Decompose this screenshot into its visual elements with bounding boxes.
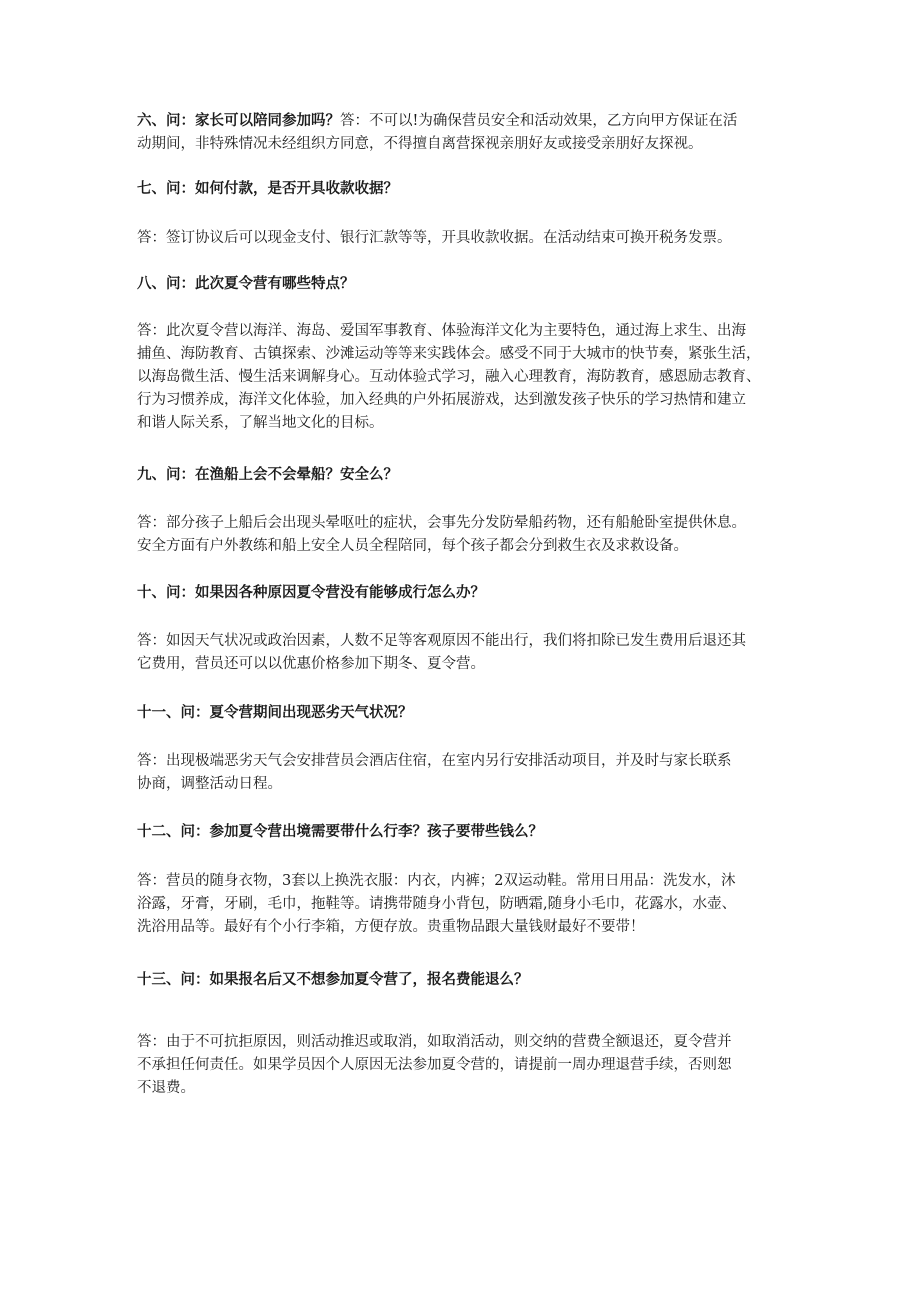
question-12: 十二、问：参加夏令营出境需要带什么行李？孩子要带些钱么？ (137, 824, 543, 840)
answer-13 (137, 1031, 732, 1100)
answer-line: 答：营员的随身衣物，3套以上换洗衣服：内衣，内裤；2双运动鞋。常用日用品：洗发水，沐 (137, 873, 736, 889)
question-13: 十三、问：如果报名后又不想参加夏令营了，报名费能退么？ (137, 972, 529, 988)
answer-line: 捕鱼、海防教育、古镇探索、沙滩运动等等来实践体会。感受不同于大城市的快节奏，紧张生活， (137, 346, 761, 362)
answer-line: 浴露，牙膏，牙刷，毛巾，拖鞋等。请携带随身小背包，防晒霜,随身小毛巾，花露水，水壶、 (137, 896, 737, 912)
question-6: 六、问：家长可以陪同参加吗？ (137, 113, 340, 129)
question-8: 八、问：此次夏令营有哪些特点？ (137, 276, 355, 292)
answer-line: 洗浴用品等。最好有个小行李箱，方便存放。贵重物品跟大量钱财最好不要带！ (137, 919, 645, 935)
answer-line: 安全方面有户外教练和船上安全人员全程陪同，每个孩子都会分到救生衣及求救设备。 (137, 538, 688, 554)
answer-line: 答：出现极端恶劣天气会安排营员会酒店住宿，在室内另行安排活动项目，并及时与家长联系 (137, 753, 732, 769)
answer-line: 答：此次夏令营以海洋、海岛、爱国军事教育、体验海洋文化为主要特色，通过海上求生、出海 (137, 323, 746, 339)
answer-line: 行为习惯养成，海洋文化体验，加入经典的户外拓展游戏，达到激发孩子快乐的学习热情和建立 (137, 392, 746, 408)
answer-line: 答：签订协议后可以现金支付、银行汇款等等，开具收款收据。在活动结束可换开税务发票。 (137, 230, 732, 246)
answer-line: 它费用，营员还可以以优惠价格参加下期冬、夏令营。 (137, 656, 485, 672)
answer-8 (137, 320, 761, 435)
answer-line: 以海岛微生活、慢生活来调解身心。互动体验式学习，融入心理教育，海防教育，感恩励志教育、 (137, 369, 761, 385)
answer-line: 不退费。 (137, 1080, 195, 1096)
question-11: 十一、问：夏令营期间出现恶劣天气状况？ (137, 705, 413, 721)
answer-line: 答：由于不可抗拒原因，则活动推迟或取消，如取消活动，则交纳的营费全额退还，夏令营并 (137, 1034, 732, 1050)
question-10: 十、问：如果因各种原因夏令营没有能够成行怎么办？ (137, 585, 485, 601)
question-9: 九、问：在渔船上会不会晕船？安全么？ (137, 467, 398, 483)
answer-line: 不承担任何责任。如果学员因个人原因无法参加夏令营的，请提前一周办理退营手续，否则恕 (137, 1057, 732, 1073)
answer-11 (137, 750, 732, 796)
answer-9 (137, 512, 746, 558)
answer-line: 答：如因天气状况或政治因素，人数不足等客观原因不能出行，我们将扣除已发生费用后退还其 (137, 633, 746, 649)
qa-item-6-line-1 (137, 110, 737, 133)
answer-7 (137, 227, 732, 250)
answer-12 (137, 870, 736, 939)
answer-line: 协商，调整活动日程。 (137, 776, 282, 792)
question-7: 七、问：如何付款，是否开具收款收据？ (137, 181, 398, 197)
answer-line: 答：部分孩子上船后会出现头晕呕吐的症状，会事先分发防晕船药物，还有船舱卧室提供休息。 (137, 515, 746, 531)
answer-6-line-2: 动期间，非特殊情况未经组织方同意，不得擅自离营探视亲朋好友或接受亲朋好友探视。 (137, 136, 703, 152)
answer-line: 和谐人际关系，了解当地文化的目标。 (137, 415, 384, 431)
answer-10 (137, 630, 746, 676)
answer-6-line-1: 答：不可以!为确保营员安全和活动效果，乙方向甲方保证在活 (340, 113, 738, 129)
